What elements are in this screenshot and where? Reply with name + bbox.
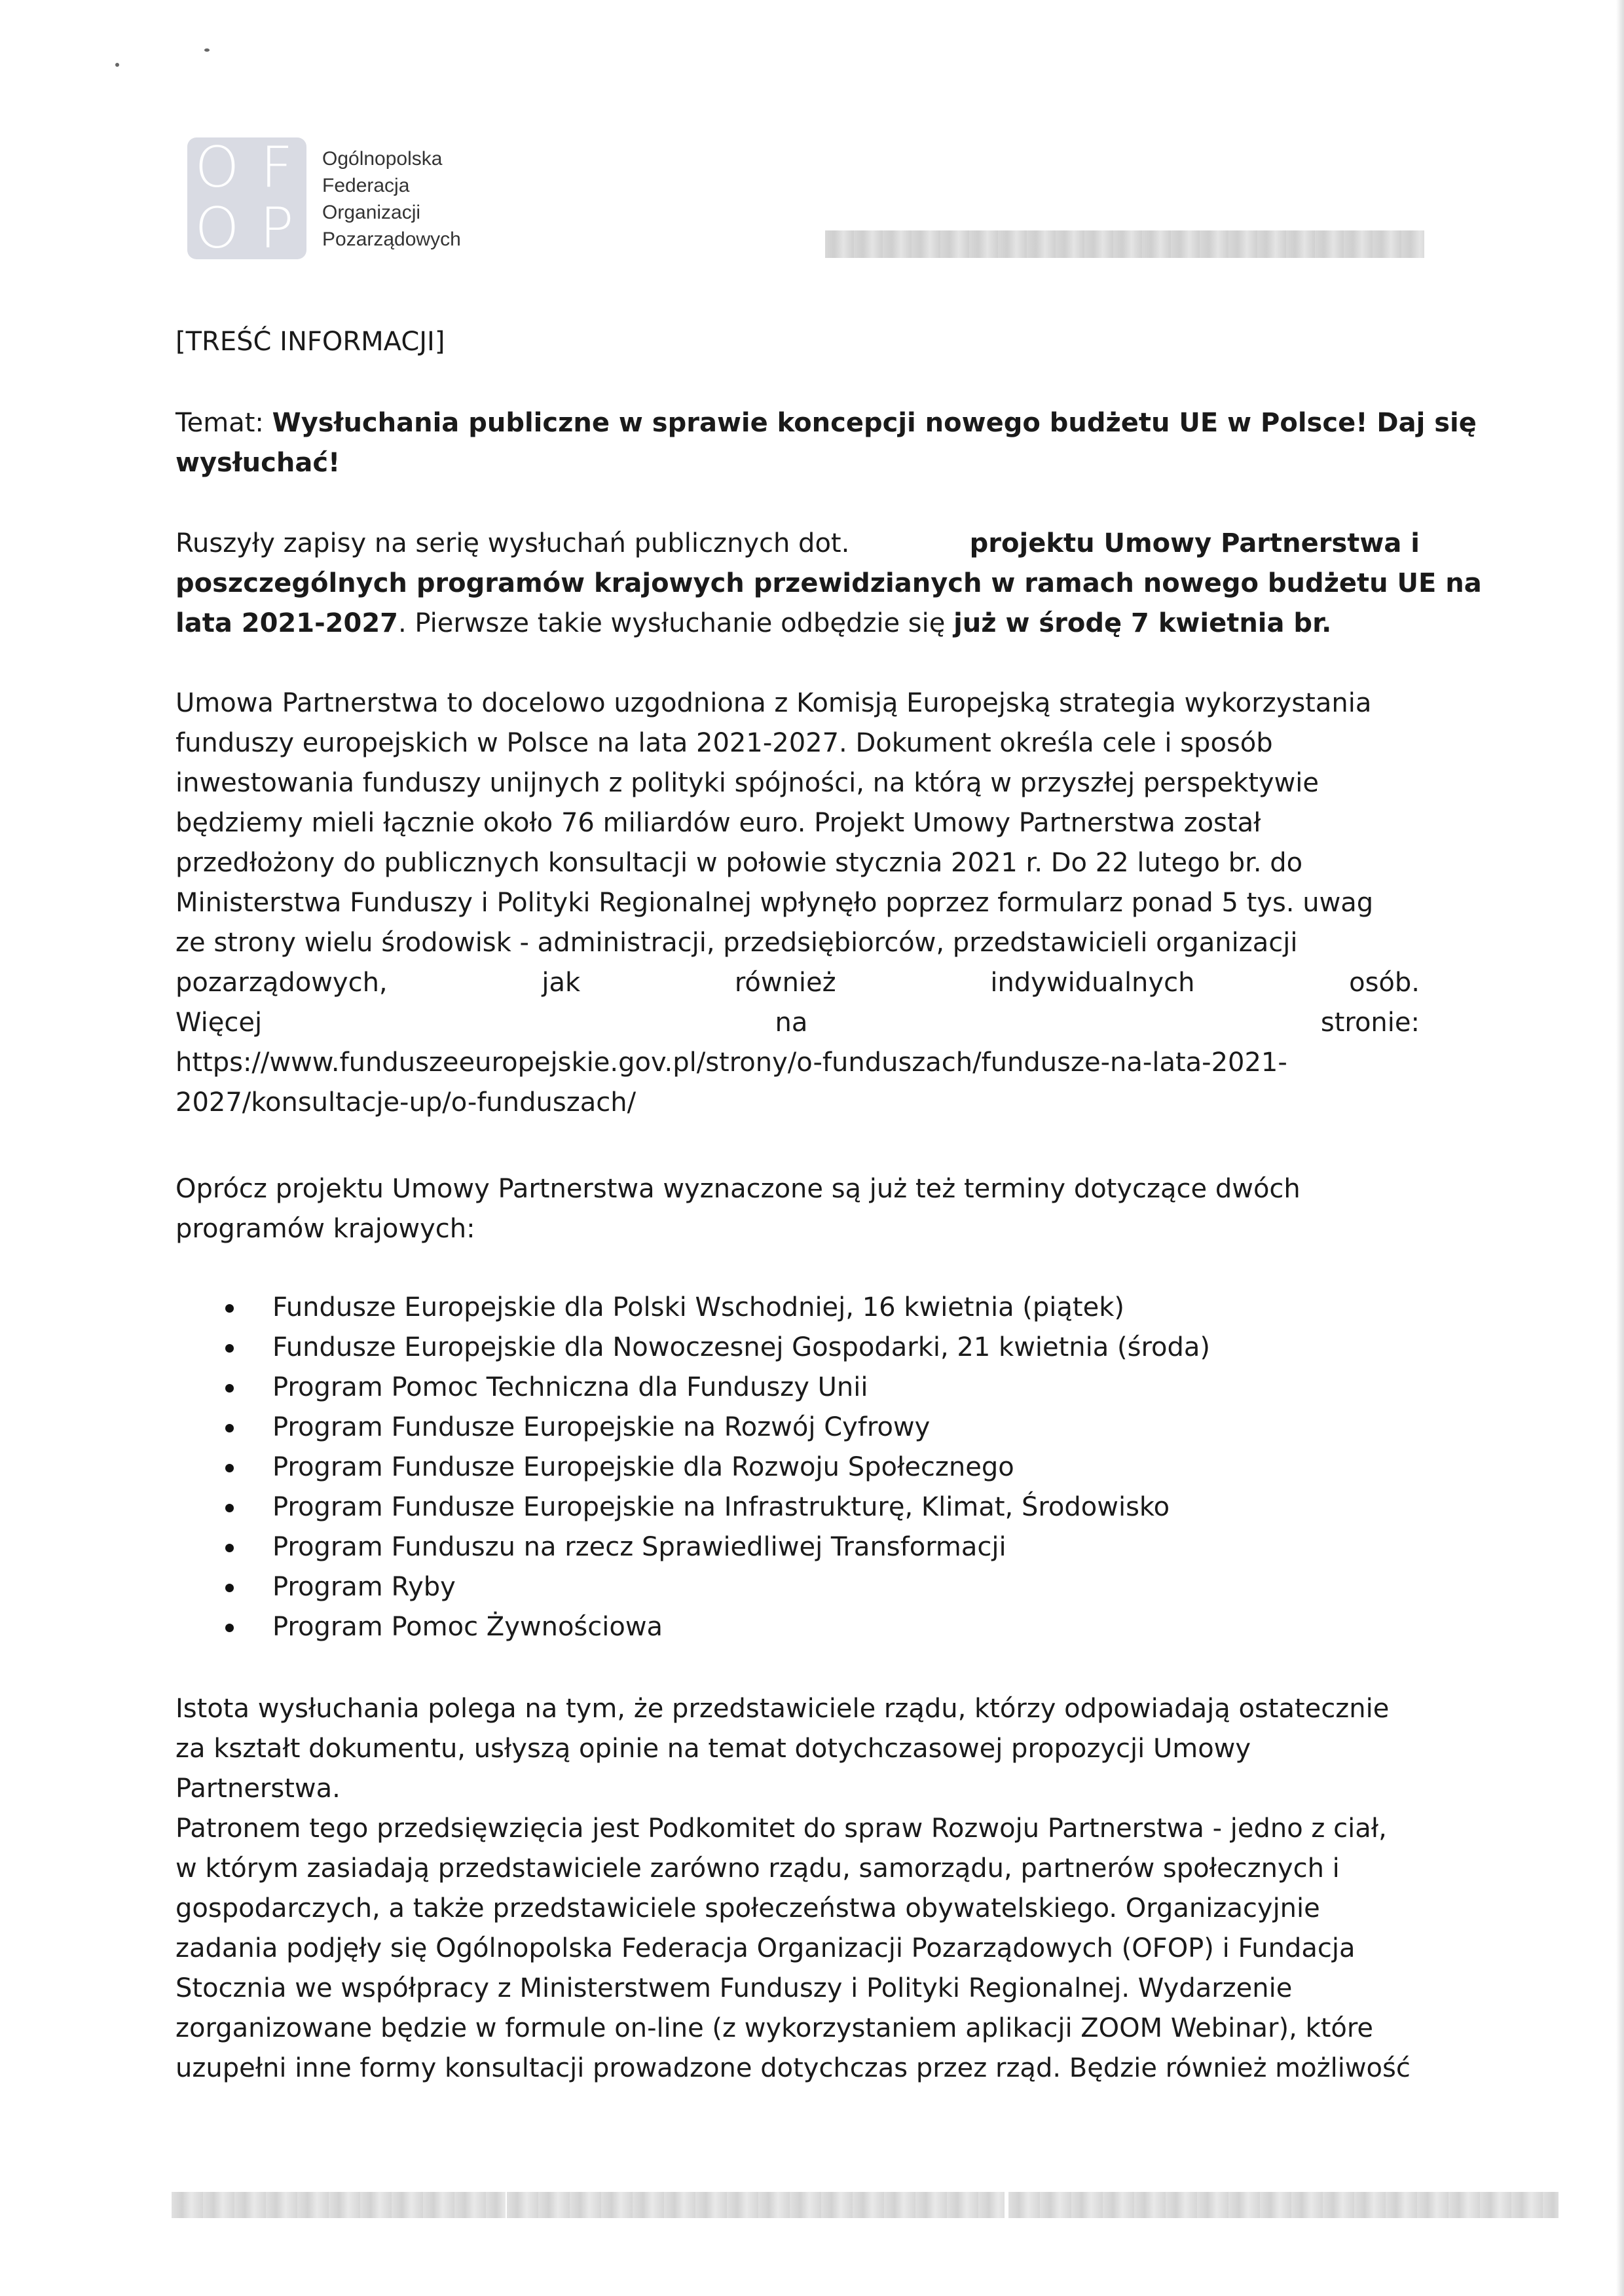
word: stronie: [1320, 1008, 1420, 1038]
text-run-bold: projektu Umowy Partnerstwa i [969, 528, 1420, 558]
text-line: Istota wysłuchania polega na tym, że przedstawiciele rządu, którzy odpowiadają ostatecznie [175, 1694, 1390, 1724]
text-line: Partnerstwa. [175, 1774, 341, 1804]
word: Więcej [175, 1008, 263, 1038]
text-line: programów krajowych: [175, 1214, 475, 1244]
list-item-text: Program Pomoc Techniczna dla Funduszy Unii [272, 1372, 868, 1402]
bullet-icon [225, 1344, 234, 1353]
text-line: Oprócz projektu Umowy Partnerstwa wyznaczone są już też terminy dotyczące dwóch [175, 1174, 1301, 1204]
bullet-icon [225, 1464, 234, 1472]
scan-speck [115, 63, 119, 67]
url-text: https://www.funduszeeuropejskie.gov.pl/strony/o-funduszach/fundusze-na-lata-2021- [175, 1048, 1287, 1078]
footer-scan-bar [507, 2192, 1005, 2218]
paragraph-intro [175, 524, 1482, 644]
text-line: gospodarczych, a także przedstawiciele społeczeństwa obywatelskiego. Organizacyjnie [175, 1893, 1320, 1923]
list-item-text: Program Ryby [272, 1572, 456, 1602]
document-label: [TREŚĆ INFORMACJI] [175, 327, 445, 357]
word: na [775, 1008, 808, 1038]
org-name-line: Federacja [322, 175, 410, 196]
subject-title: Wysłuchania publiczne w sprawie koncepcji nowego budżetu UE w Polsce! Daj się [272, 408, 1477, 438]
list-item [175, 1368, 1420, 1408]
logo-letter: O [194, 137, 240, 200]
list-item [175, 1328, 1420, 1368]
text-line: Umowa Partnerstwa to docelowo uzgodniona z Komisją Europejską strategia wykorzystania [175, 688, 1372, 718]
text-run: Ruszyły zapisy na serię wysłuchań publicznych dot. [175, 528, 858, 558]
text-line: Ministerstwa Funduszy i Polityki Regionalnej wpłynęło poprzez formularz ponad 5 tys. uwag [175, 888, 1374, 918]
text-run-bold: już w środę 7 kwietnia br. [953, 608, 1332, 638]
org-name-line: Ogólnopolska [322, 148, 443, 170]
text-line: zadania podjęły się Ogólnopolska Federacja Organizacji Pozarządowych (OFOP) i Fundacja [175, 1933, 1356, 1963]
list-item-text: Fundusze Europejskie dla Nowoczesnej Gospodarki, 21 kwietnia (środa) [272, 1332, 1210, 1362]
list-item [175, 1567, 1420, 1607]
subject [175, 403, 1477, 483]
subject-title-cont: wysłuchać! [175, 448, 341, 478]
text-run-bold: poszczególnych programów krajowych przewidzianych w ramach nowego budżetu UE na [175, 568, 1482, 598]
scan-speck [204, 48, 210, 52]
logo-letter: F [260, 137, 293, 200]
org-name-line: Organizacji [322, 202, 421, 223]
org-name-line: Pozarządowych [322, 228, 461, 250]
word: osób. [1349, 968, 1420, 998]
list-item-text: Program Fundusze Europejskie na Infrastrukturę, Klimat, Środowisko [272, 1492, 1170, 1522]
org-name [322, 145, 461, 253]
text-line: przedłożony do publicznych konsultacji w połowie stycznia 2021 r. Do 22 lutego br. do [175, 848, 1303, 878]
programs-list [175, 1288, 1420, 1647]
word: indywidualnych [990, 968, 1195, 998]
text-line: zorganizowane będzie w formule on-line (z wykorzystaniem aplikacji ZOOM Webinar), które [175, 2013, 1374, 2043]
word: również [734, 968, 836, 998]
footer-scan-bar [172, 2192, 506, 2218]
subject-prefix: Temat: [175, 408, 272, 438]
list-item [175, 1487, 1420, 1527]
text-run-bold: lata 2021-2027 [175, 608, 398, 638]
text-line: ze strony wielu środowisk - administracji, przedsiębiorców, przedstawicieli organizacji [175, 928, 1298, 958]
bullet-icon [225, 1384, 234, 1393]
bullet-icon [225, 1584, 234, 1592]
paragraph-programs-intro [175, 1169, 1420, 1249]
ofop-logo [187, 137, 306, 259]
word: pozarządowych, [175, 968, 388, 998]
bullet-icon [225, 1504, 234, 1512]
list-item-text: Program Pomoc Żywnościowa [272, 1612, 663, 1642]
text-run: . Pierwsze takie wysłuchanie odbędzie się [398, 608, 954, 638]
logo-letter: O [194, 196, 240, 259]
text-line: będziemy mieli łącznie około 76 miliardów euro. Projekt Umowy Partnerstwa został [175, 808, 1261, 838]
list-item-text: Program Funduszu na rzecz Sprawiedliwej Transformacji [272, 1532, 1006, 1562]
scan-edge-shadow [1616, 0, 1624, 2296]
bullet-icon [225, 1544, 234, 1552]
logo-letter: P [259, 196, 294, 259]
text-line: Patronem tego przedsięwzięcia jest Podkomitet do spraw Rozwoju Partnerstwa - jedno z ciał, [175, 1813, 1387, 1844]
bullet-icon [225, 1624, 234, 1632]
list-item [175, 1288, 1420, 1328]
text-line: w którym zasiadają przedstawiciele zarówno rządu, samorządu, partnerów społecznych i [175, 1853, 1340, 1884]
list-item [175, 1448, 1420, 1487]
bullet-icon [225, 1424, 234, 1432]
bullet-icon [225, 1304, 234, 1313]
url-text: 2027/konsultacje-up/o-funduszach/ [175, 1087, 637, 1118]
list-item [175, 1408, 1420, 1448]
text-line: za kształt dokumentu, usłyszą opinie na temat dotychczasowej propozycji Umowy [175, 1734, 1251, 1764]
text-line: funduszy europejskich w Polsce na lata 2021-2027. Dokument określa cele i sposób [175, 728, 1273, 758]
paragraph-partnership [175, 683, 1420, 1123]
footer-scan-bar [1008, 2192, 1559, 2218]
paragraph-patron [175, 1809, 1420, 2088]
paragraph-purpose [175, 1689, 1420, 1809]
list-item-text: Program Fundusze Europejskie na Rozwój Cyfrowy [272, 1412, 931, 1442]
word: jak [542, 968, 581, 998]
list-item-text: Fundusze Europejskie dla Polski Wschodniej, 16 kwietnia (piątek) [272, 1292, 1124, 1322]
text-line: Stocznia we współpracy z Ministerstwem Funduszy i Polityki Regionalnej. Wydarzenie [175, 1973, 1293, 2003]
list-item [175, 1607, 1420, 1647]
list-item-text: Program Fundusze Europejskie dla Rozwoju Społecznego [272, 1452, 1014, 1482]
list-item [175, 1527, 1420, 1567]
text-line: inwestowania funduszy unijnych z polityki spójności, na którą w przyszłej perspektywie [175, 768, 1320, 798]
text-line: uzupełni inne formy konsultacji prowadzone dotychczas przez rząd. Będzie również możliwość [175, 2053, 1411, 2083]
header-scan-bar [825, 230, 1424, 258]
